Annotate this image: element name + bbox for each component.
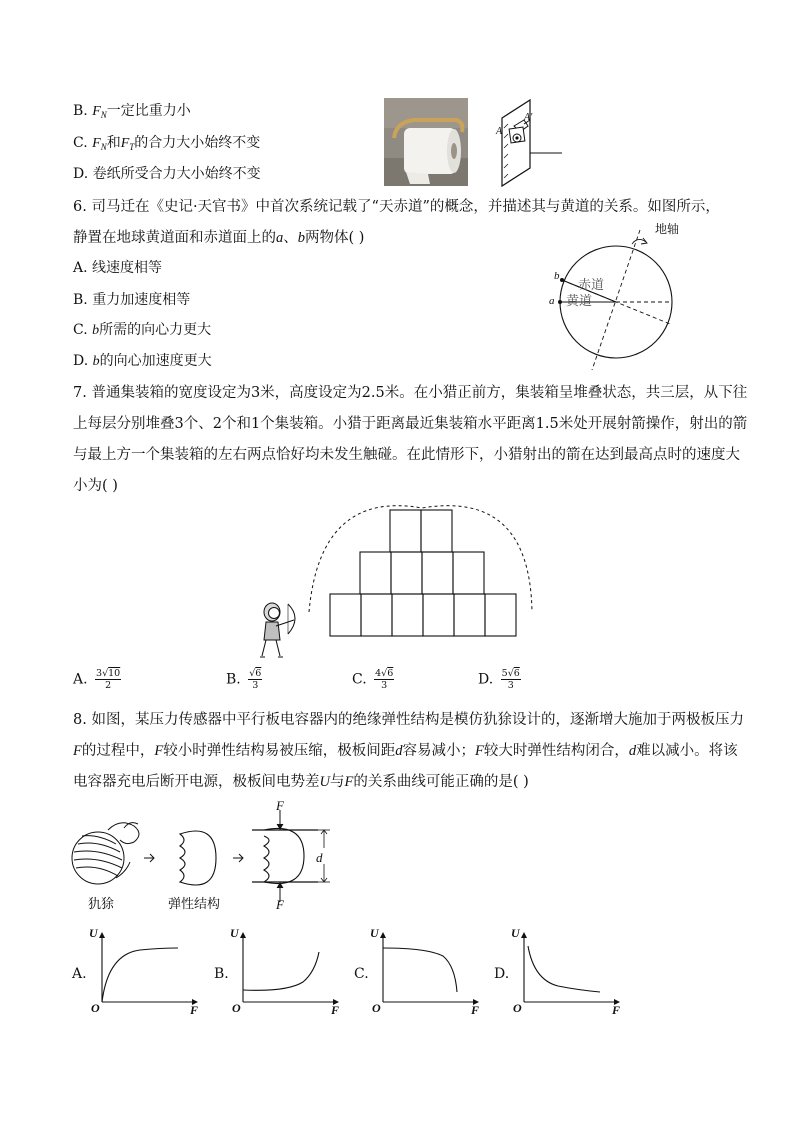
f-top-label: F [276, 798, 284, 813]
q7-option-b [226, 668, 262, 691]
symbol-d: d [628, 743, 637, 759]
q8-stem-line1: 8. 如图，某压力传感器中平行板电容器内的绝缘弹性结构是模仿犰狳设计的，逐渐增大施加于两极板压力 [73, 712, 744, 728]
graph-c-option: C. [354, 966, 369, 982]
option-prefix: B. [73, 103, 93, 119]
f-bottom-label: F [276, 897, 284, 912]
option-text: 的向心加速度更大 [99, 353, 212, 369]
stem-text: 与 [329, 774, 345, 790]
q7-option-d [478, 668, 521, 691]
denominator: 3 [252, 680, 259, 691]
q7-stem-line1: 7. 普通集装箱的宽度设定为3米，高度设定为2.5米。在小猎正前方，集装箱呈堆叠状态，共三层，从下往 [73, 385, 748, 401]
symbol-f: F [344, 774, 354, 790]
stem-text: 、 [283, 230, 298, 246]
fraction: $\frac{√6}{3}$ [249, 668, 262, 691]
q6-stem-line2 [73, 228, 364, 248]
graph-c-x-label: F [471, 1003, 480, 1017]
symbol-u: U [319, 774, 330, 790]
stem-text: 两物体( ) [305, 230, 365, 246]
denominator: 2 [105, 680, 112, 691]
subscript: T [129, 142, 135, 152]
q5-option-c [73, 133, 260, 157]
radicand: 10 [108, 668, 121, 679]
container-stack-diagram [250, 500, 550, 670]
q7-option-c [352, 668, 394, 691]
earth-axis-label: 地轴 [655, 222, 680, 236]
symbol-f: F [474, 743, 484, 759]
option-prefix: C. [352, 671, 367, 688]
coefficient: 3 [96, 668, 103, 679]
graph-c [377, 930, 487, 1010]
q7-stem-line3: 与最上方一个集装箱的左右两点恰好均未发生触碰。在此情形下，小猎射出的箭在达到最高点时的速度大 [73, 447, 740, 463]
q8-stem-line3 [73, 772, 529, 792]
armadillo-label: 犰狳 [88, 897, 115, 912]
q5-option-b [73, 101, 191, 125]
graph-d-y-label: U [511, 926, 520, 940]
symbol-f: F [73, 743, 82, 759]
q6-option-d [73, 351, 212, 372]
stem-text: 的过程中， [81, 743, 155, 759]
radicand: 6 [255, 668, 262, 679]
subscript: N [100, 142, 107, 152]
coefficient: 5 [501, 668, 508, 679]
option-prefix: D. [73, 353, 93, 369]
fraction: $\frac{3√10}{2}$ [96, 668, 121, 691]
point-a-label: a [549, 295, 555, 307]
denominator: 3 [381, 680, 388, 691]
elastic-structure-shape [180, 831, 216, 885]
option-text: 所需的向心力更大 [99, 322, 212, 338]
fraction: $\frac{4√6}{3}$ [375, 668, 394, 691]
graph-d-origin: O [513, 1001, 522, 1015]
stem-text: 电容器充电后断开电源，极板间电势差 [73, 774, 320, 790]
point-b-label: b [554, 270, 560, 282]
label-a-prime: A′ [524, 112, 533, 123]
graph-b-origin: O [232, 1001, 241, 1015]
equator-label: 赤道 [578, 278, 605, 293]
graph-c-y-label: U [370, 926, 379, 940]
graph-b-y-label: U [230, 926, 239, 940]
curve-b [243, 952, 319, 990]
archer-figure [260, 603, 295, 657]
graph-d-x-label: F [612, 1003, 621, 1017]
option-prefix: A. [73, 671, 88, 688]
graph-b [237, 930, 347, 1010]
stem-text: 的关系曲线可能正确的是( ) [353, 774, 529, 790]
graph-a-option: A. [72, 966, 87, 982]
q6-option-b: B. 重力加速度相等 [73, 292, 191, 308]
curve-d [528, 946, 600, 992]
q6-stem-line1: 6. 司马迁在《史记·天官书》中首次系统记载了“天赤道”的概念，并描述其与黄道的关系。如图所示， [73, 199, 720, 215]
option-text: 的合力大小始终不变 [134, 135, 261, 151]
d-label: d [316, 850, 323, 865]
toilet-paper-photo [384, 98, 468, 186]
option-prefix: D. [478, 671, 494, 688]
armadillo-drawing [72, 823, 139, 884]
stem-text: 较大时弹性结构闭合， [483, 743, 629, 759]
symbol-f: F [154, 743, 164, 759]
option-prefix: C. [73, 135, 93, 151]
fraction: $\frac{5√6}{3}$ [501, 668, 520, 691]
q6-option-a: A. 线速度相等 [73, 260, 163, 276]
q7-option-a [73, 668, 121, 691]
graph-a [96, 930, 206, 1010]
q7-stem-line2: 上每层分别堆叠3个、2个和1个集装箱。小猎于距离最近集装箱水平距离1.5米处开展射箭操作，射出的箭 [73, 416, 748, 432]
option-text: 一定比重力小 [106, 103, 191, 119]
graph-c-origin: O [372, 1001, 381, 1015]
curve-c [383, 948, 457, 992]
graph-d-option: D. [494, 966, 510, 982]
denominator: 3 [507, 680, 514, 691]
q8-stem-line2 [73, 741, 738, 761]
symbol-a: a [276, 230, 284, 246]
elastic-structure-label: 弹性结构 [168, 897, 221, 912]
coefficient: 4 [375, 668, 382, 679]
graph-a-origin: O [91, 1001, 100, 1015]
stem-text: 静置在地球黄道面和赤道面上的 [73, 230, 276, 246]
subscript: N [100, 110, 107, 120]
graph-a-y-label: U [89, 926, 98, 940]
curve-a [102, 948, 178, 1002]
graph-b-x-label: F [331, 1003, 340, 1017]
option-prefix: C. [73, 322, 93, 338]
stem-text: 难以减小。将该 [636, 743, 738, 759]
symbol-b: b [92, 323, 100, 338]
q6-option-c [73, 320, 211, 341]
q5-option-d: D. 卷纸所受合力大小始终不变 [73, 166, 261, 182]
symbol-f: F [92, 104, 101, 119]
stem-text: 较小时弹性结构易被压缩，极板间距 [163, 743, 396, 759]
stem-text: 容易减小； [402, 743, 475, 759]
ecliptic-label: 黄道 [566, 294, 593, 309]
symbol-b: b [297, 230, 305, 246]
symbol-b: b [92, 354, 100, 369]
label-a: A [496, 126, 503, 137]
radicand: 6 [387, 668, 394, 679]
graph-a-x-label: F [190, 1003, 199, 1017]
q7-stem-line4: 小为( ) [73, 478, 118, 494]
graph-d [518, 930, 628, 1010]
symbol-f: F [120, 136, 130, 151]
symbol-d: d [395, 743, 403, 759]
graph-b-option: B. [214, 966, 229, 982]
symbol-f: F [92, 136, 101, 151]
earth-diagram [540, 222, 690, 372]
option-prefix: B. [226, 671, 241, 688]
radicand: 6 [513, 668, 520, 679]
option-text: 和 [106, 135, 121, 151]
